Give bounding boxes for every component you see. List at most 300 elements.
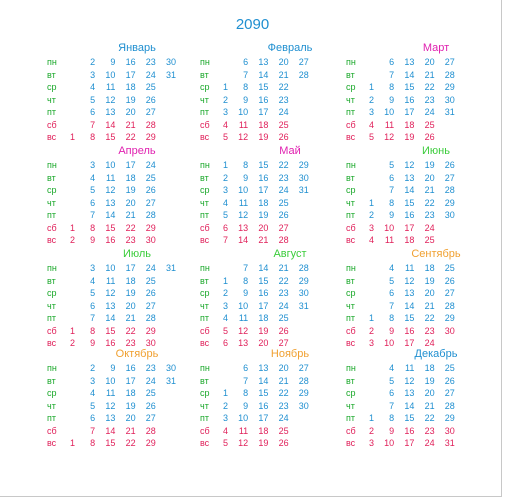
day-cell[interactable]: 9 [389,94,395,105]
day-cell[interactable]: 29 [444,82,455,92]
day-cell[interactable]: 20 [424,57,435,67]
day-cell[interactable]: 14 [105,119,116,130]
day-cell[interactable]: 11 [238,313,249,323]
day-cell[interactable]: 25 [278,119,289,130]
day-cell[interactable]: 12 [238,132,249,142]
day-cell[interactable]: 13 [404,288,415,298]
day-cell[interactable]: 8 [90,438,96,448]
day-cell[interactable]: 12 [238,210,249,220]
day-cell[interactable]: 18 [404,235,415,245]
day-cell[interactable]: 28 [145,313,156,323]
day-cell[interactable]: 9 [243,400,249,411]
day-cell[interactable]: 19 [424,160,435,170]
day-cell[interactable]: 4 [222,119,228,130]
day-cell[interactable]: 23 [125,235,136,245]
day-cell[interactable]: 16 [404,94,415,105]
day-cell[interactable]: 9 [110,363,116,373]
day-cell[interactable]: 12 [238,325,249,336]
day-cell[interactable]: 10 [105,160,116,170]
day-cell[interactable]: 28 [298,375,309,386]
day-cell[interactable]: 19 [424,375,435,386]
day-cell[interactable]: 3 [90,375,96,386]
day-cell[interactable]: 21 [125,210,136,220]
day-cell[interactable]: 15 [105,325,116,336]
day-cell[interactable]: 16 [404,425,415,436]
day-cell[interactable]: 6 [243,363,249,373]
day-cell[interactable]: 17 [125,160,136,170]
day-cell[interactable]: 9 [90,338,96,348]
day-cell[interactable]: 7 [90,313,96,323]
day-cell[interactable]: 6 [90,413,96,423]
day-cell[interactable]: 23 [424,94,435,105]
day-cell[interactable]: 12 [105,288,116,298]
day-cell[interactable]: 15 [404,82,415,92]
day-cell[interactable]: 19 [404,132,415,142]
day-cell[interactable]: 25 [444,363,455,373]
day-cell[interactable]: 18 [424,263,435,273]
day-cell[interactable]: 14 [105,425,116,436]
day-cell[interactable]: 20 [258,338,269,348]
day-cell[interactable]: 2 [69,235,75,245]
day-cell[interactable]: 17 [258,413,269,423]
day-cell[interactable]: 24 [424,107,435,117]
day-cell[interactable]: 30 [444,210,455,220]
day-cell[interactable]: 26 [444,275,455,286]
day-cell[interactable]: 16 [125,57,136,67]
day-cell[interactable]: 4 [389,363,395,373]
day-cell[interactable]: 30 [298,400,309,411]
day-cell[interactable]: 17 [258,107,269,117]
day-cell[interactable]: 27 [444,172,455,183]
day-cell[interactable]: 15 [258,160,269,170]
day-cell[interactable]: 3 [368,107,374,117]
day-cell[interactable]: 3 [90,160,96,170]
day-cell[interactable]: 11 [238,119,249,130]
day-cell[interactable]: 6 [222,222,228,233]
day-cell[interactable]: 31 [165,263,176,273]
day-cell[interactable]: 30 [444,325,455,336]
day-cell[interactable]: 1 [368,82,374,92]
day-cell[interactable]: 25 [444,263,455,273]
day-cell[interactable]: 20 [125,107,136,117]
day-cell[interactable]: 18 [125,82,136,92]
day-cell[interactable]: 27 [145,300,156,311]
day-cell[interactable]: 29 [298,160,309,170]
day-cell[interactable]: 18 [258,197,269,208]
day-cell[interactable]: 5 [222,438,228,448]
day-cell[interactable]: 21 [125,119,136,130]
day-cell[interactable]: 28 [278,235,289,245]
day-cell[interactable]: 17 [258,185,269,195]
day-cell[interactable]: 4 [222,197,228,208]
day-cell[interactable]: 20 [278,57,289,67]
day-cell[interactable]: 15 [105,222,116,233]
day-cell[interactable]: 13 [105,197,116,208]
day-cell[interactable]: 14 [404,69,415,80]
day-cell[interactable]: 7 [389,69,395,80]
day-cell[interactable]: 2 [90,57,96,67]
day-cell[interactable]: 16 [105,338,116,348]
day-cell[interactable]: 2 [90,363,96,373]
day-cell[interactable]: 29 [298,275,309,286]
day-cell[interactable]: 13 [105,300,116,311]
day-cell[interactable]: 8 [243,275,249,286]
day-cell[interactable]: 14 [238,235,249,245]
day-cell[interactable]: 16 [105,235,116,245]
day-cell[interactable]: 23 [278,172,289,183]
day-cell[interactable]: 6 [90,197,96,208]
day-cell[interactable]: 26 [278,132,289,142]
day-cell[interactable]: 23 [278,288,289,298]
day-cell[interactable]: 1 [222,82,228,92]
day-cell[interactable]: 27 [298,57,309,67]
day-cell[interactable]: 28 [444,400,455,411]
day-cell[interactable]: 8 [389,82,395,92]
day-cell[interactable]: 20 [258,222,269,233]
day-cell[interactable]: 5 [90,288,96,298]
day-cell[interactable]: 19 [258,438,269,448]
day-cell[interactable]: 21 [424,400,435,411]
day-cell[interactable]: 3 [368,438,374,448]
day-cell[interactable]: 13 [238,338,249,348]
day-cell[interactable]: 10 [238,185,249,195]
day-cell[interactable]: 18 [125,275,136,286]
day-cell[interactable]: 6 [90,300,96,311]
day-cell[interactable]: 28 [298,69,309,80]
day-cell[interactable]: 11 [384,235,395,245]
day-cell[interactable]: 22 [278,388,289,398]
day-cell[interactable]: 16 [258,94,269,105]
day-cell[interactable]: 10 [238,107,249,117]
day-cell[interactable]: 18 [424,363,435,373]
day-cell[interactable]: 3 [222,413,228,423]
day-cell[interactable]: 24 [145,69,156,80]
day-cell[interactable]: 29 [298,388,309,398]
day-cell[interactable]: 29 [145,222,156,233]
day-cell[interactable]: 23 [424,325,435,336]
day-cell[interactable]: 1 [368,197,374,208]
day-cell[interactable]: 6 [389,57,395,67]
day-cell[interactable]: 5 [222,210,228,220]
day-cell[interactable]: 20 [125,197,136,208]
day-cell[interactable]: 29 [444,197,455,208]
day-cell[interactable]: 31 [165,69,176,80]
day-cell[interactable]: 9 [110,57,116,67]
day-cell[interactable]: 3 [368,338,374,348]
day-cell[interactable]: 10 [105,263,116,273]
day-cell[interactable]: 25 [278,425,289,436]
day-cell[interactable]: 9 [243,94,249,105]
day-cell[interactable]: 18 [258,119,269,130]
day-cell[interactable]: 2 [368,210,374,220]
day-cell[interactable]: 4 [222,425,228,436]
day-cell[interactable]: 24 [424,222,435,233]
day-cell[interactable]: 1 [222,388,228,398]
day-cell[interactable]: 12 [384,132,395,142]
day-cell[interactable]: 15 [105,438,116,448]
day-cell[interactable]: 25 [145,388,156,398]
day-cell[interactable]: 24 [278,185,289,195]
day-cell[interactable]: 7 [243,263,249,273]
day-cell[interactable]: 17 [125,375,136,386]
day-cell[interactable]: 23 [145,363,156,373]
day-cell[interactable]: 27 [278,222,289,233]
day-cell[interactable]: 8 [90,222,96,233]
day-cell[interactable]: 24 [145,375,156,386]
day-cell[interactable]: 1 [368,313,374,323]
day-cell[interactable]: 21 [424,69,435,80]
day-cell[interactable]: 9 [90,235,96,245]
day-cell[interactable]: 12 [238,438,249,448]
day-cell[interactable]: 7 [90,119,96,130]
day-cell[interactable]: 4 [90,388,96,398]
day-cell[interactable]: 28 [145,210,156,220]
day-cell[interactable]: 9 [243,288,249,298]
day-cell[interactable]: 11 [238,197,249,208]
day-cell[interactable]: 17 [404,338,415,348]
day-cell[interactable]: 22 [278,275,289,286]
day-cell[interactable]: 7 [389,300,395,311]
day-cell[interactable]: 5 [222,325,228,336]
day-cell[interactable]: 29 [444,313,455,323]
day-cell[interactable]: 25 [278,197,289,208]
day-cell[interactable]: 16 [258,400,269,411]
day-cell[interactable]: 6 [243,57,249,67]
day-cell[interactable]: 16 [258,172,269,183]
day-cell[interactable]: 28 [444,185,455,195]
day-cell[interactable]: 21 [258,235,269,245]
day-cell[interactable]: 21 [424,300,435,311]
day-cell[interactable]: 22 [424,197,435,208]
day-cell[interactable]: 16 [258,288,269,298]
day-cell[interactable]: 26 [145,288,156,298]
day-cell[interactable]: 11 [106,388,116,398]
day-cell[interactable]: 31 [444,438,455,448]
day-cell[interactable]: 29 [145,132,156,142]
day-cell[interactable]: 25 [424,119,435,130]
day-cell[interactable]: 22 [125,325,136,336]
day-cell[interactable]: 24 [278,107,289,117]
day-cell[interactable]: 21 [278,69,289,80]
day-cell[interactable]: 8 [389,313,395,323]
day-cell[interactable]: 8 [243,160,249,170]
day-cell[interactable]: 26 [278,438,289,448]
day-cell[interactable]: 13 [105,107,116,117]
day-cell[interactable]: 2 [368,425,374,436]
day-cell[interactable]: 6 [90,107,96,117]
day-cell[interactable]: 11 [238,425,249,436]
day-cell[interactable]: 22 [278,82,289,92]
day-cell[interactable]: 23 [278,94,289,105]
day-cell[interactable]: 22 [125,132,136,142]
day-cell[interactable]: 6 [222,338,228,348]
day-cell[interactable]: 6 [389,288,395,298]
day-cell[interactable]: 2 [368,94,374,105]
day-cell[interactable]: 24 [145,160,156,170]
day-cell[interactable]: 30 [444,425,455,436]
day-cell[interactable]: 27 [298,363,309,373]
day-cell[interactable]: 23 [125,338,136,348]
day-cell[interactable]: 21 [125,313,136,323]
day-cell[interactable]: 19 [258,325,269,336]
day-cell[interactable]: 25 [145,172,156,183]
day-cell[interactable]: 25 [424,235,435,245]
day-cell[interactable]: 20 [278,363,289,373]
day-cell[interactable]: 13 [404,57,415,67]
day-cell[interactable]: 5 [90,94,96,105]
day-cell[interactable]: 26 [444,375,455,386]
day-cell[interactable]: 19 [125,185,136,195]
day-cell[interactable]: 6 [389,172,395,183]
day-cell[interactable]: 26 [145,185,156,195]
day-cell[interactable]: 23 [278,400,289,411]
day-cell[interactable]: 29 [444,413,455,423]
day-cell[interactable]: 4 [222,313,228,323]
day-cell[interactable]: 5 [90,400,96,411]
day-cell[interactable]: 28 [444,69,455,80]
day-cell[interactable]: 10 [384,222,395,233]
day-cell[interactable]: 4 [368,235,374,245]
day-cell[interactable]: 2 [69,338,75,348]
day-cell[interactable]: 18 [404,119,415,130]
day-cell[interactable]: 24 [424,438,435,448]
day-cell[interactable]: 4 [389,263,395,273]
day-cell[interactable]: 20 [125,300,136,311]
day-cell[interactable]: 31 [444,107,455,117]
day-cell[interactable]: 20 [424,172,435,183]
day-cell[interactable]: 26 [444,160,455,170]
day-cell[interactable]: 7 [389,185,395,195]
day-cell[interactable]: 14 [404,300,415,311]
day-cell[interactable]: 20 [424,388,435,398]
day-cell[interactable]: 22 [125,438,136,448]
day-cell[interactable]: 7 [389,400,395,411]
day-cell[interactable]: 7 [222,235,228,245]
day-cell[interactable]: 23 [424,425,435,436]
day-cell[interactable]: 16 [404,210,415,220]
day-cell[interactable]: 19 [125,288,136,298]
day-cell[interactable]: 30 [298,288,309,298]
day-cell[interactable]: 6 [389,388,395,398]
day-cell[interactable]: 1 [368,413,374,423]
day-cell[interactable]: 13 [238,222,249,233]
day-cell[interactable]: 27 [444,288,455,298]
day-cell[interactable]: 12 [404,375,415,386]
day-cell[interactable]: 17 [404,107,415,117]
day-cell[interactable]: 28 [298,263,309,273]
day-cell[interactable]: 11 [106,82,116,92]
day-cell[interactable]: 30 [145,235,156,245]
day-cell[interactable]: 5 [368,132,374,142]
day-cell[interactable]: 13 [105,413,116,423]
day-cell[interactable]: 13 [404,388,415,398]
day-cell[interactable]: 7 [90,425,96,436]
day-cell[interactable]: 24 [278,300,289,311]
day-cell[interactable]: 10 [105,375,116,386]
day-cell[interactable]: 9 [389,325,395,336]
day-cell[interactable]: 17 [125,69,136,80]
day-cell[interactable]: 1 [69,222,75,233]
day-cell[interactable]: 28 [145,425,156,436]
day-cell[interactable]: 1 [69,132,75,142]
day-cell[interactable]: 23 [145,57,156,67]
day-cell[interactable]: 17 [125,263,136,273]
day-cell[interactable]: 15 [404,413,415,423]
day-cell[interactable]: 31 [298,185,309,195]
day-cell[interactable]: 2 [222,172,228,183]
day-cell[interactable]: 1 [69,325,75,336]
day-cell[interactable]: 1 [69,438,75,448]
day-cell[interactable]: 2 [222,288,228,298]
day-cell[interactable]: 11 [106,172,116,183]
day-cell[interactable]: 7 [90,210,96,220]
day-cell[interactable]: 27 [145,107,156,117]
day-cell[interactable]: 3 [90,263,96,273]
day-cell[interactable]: 20 [125,413,136,423]
day-cell[interactable]: 19 [258,132,269,142]
day-cell[interactable]: 3 [368,222,374,233]
day-cell[interactable]: 28 [145,119,156,130]
day-cell[interactable]: 11 [405,363,415,373]
day-cell[interactable]: 29 [145,438,156,448]
day-cell[interactable]: 22 [424,313,435,323]
day-cell[interactable]: 10 [384,438,395,448]
day-cell[interactable]: 21 [278,263,289,273]
day-cell[interactable]: 1 [222,275,228,286]
day-cell[interactable]: 23 [424,210,435,220]
day-cell[interactable]: 8 [90,132,96,142]
day-cell[interactable]: 14 [404,400,415,411]
day-cell[interactable]: 15 [258,388,269,398]
day-cell[interactable]: 13 [404,172,415,183]
day-cell[interactable]: 22 [424,413,435,423]
day-cell[interactable]: 3 [222,107,228,117]
day-cell[interactable]: 25 [145,275,156,286]
day-cell[interactable]: 18 [125,388,136,398]
day-cell[interactable]: 27 [444,388,455,398]
day-cell[interactable]: 5 [389,275,395,286]
day-cell[interactable]: 18 [258,313,269,323]
day-cell[interactable]: 14 [258,263,269,273]
day-cell[interactable]: 1 [222,160,228,170]
day-cell[interactable]: 4 [90,82,96,92]
day-cell[interactable]: 10 [238,300,249,311]
day-cell[interactable]: 24 [278,413,289,423]
day-cell[interactable]: 13 [258,57,269,67]
day-cell[interactable]: 5 [90,185,96,195]
day-cell[interactable]: 2 [222,400,228,411]
day-cell[interactable]: 15 [404,197,415,208]
day-cell[interactable]: 22 [424,82,435,92]
day-cell[interactable]: 11 [384,119,395,130]
day-cell[interactable]: 4 [368,119,374,130]
day-cell[interactable]: 21 [125,425,136,436]
day-cell[interactable]: 12 [404,160,415,170]
day-cell[interactable]: 13 [258,363,269,373]
day-cell[interactable]: 12 [105,94,116,105]
day-cell[interactable]: 8 [389,413,395,423]
day-cell[interactable]: 16 [125,363,136,373]
day-cell[interactable]: 19 [424,275,435,286]
day-cell[interactable]: 7 [243,69,249,80]
day-cell[interactable]: 18 [125,172,136,183]
day-cell[interactable]: 8 [90,325,96,336]
day-cell[interactable]: 19 [125,94,136,105]
day-cell[interactable]: 25 [145,82,156,92]
day-cell[interactable]: 26 [278,325,289,336]
day-cell[interactable]: 15 [105,132,116,142]
day-cell[interactable]: 14 [404,185,415,195]
